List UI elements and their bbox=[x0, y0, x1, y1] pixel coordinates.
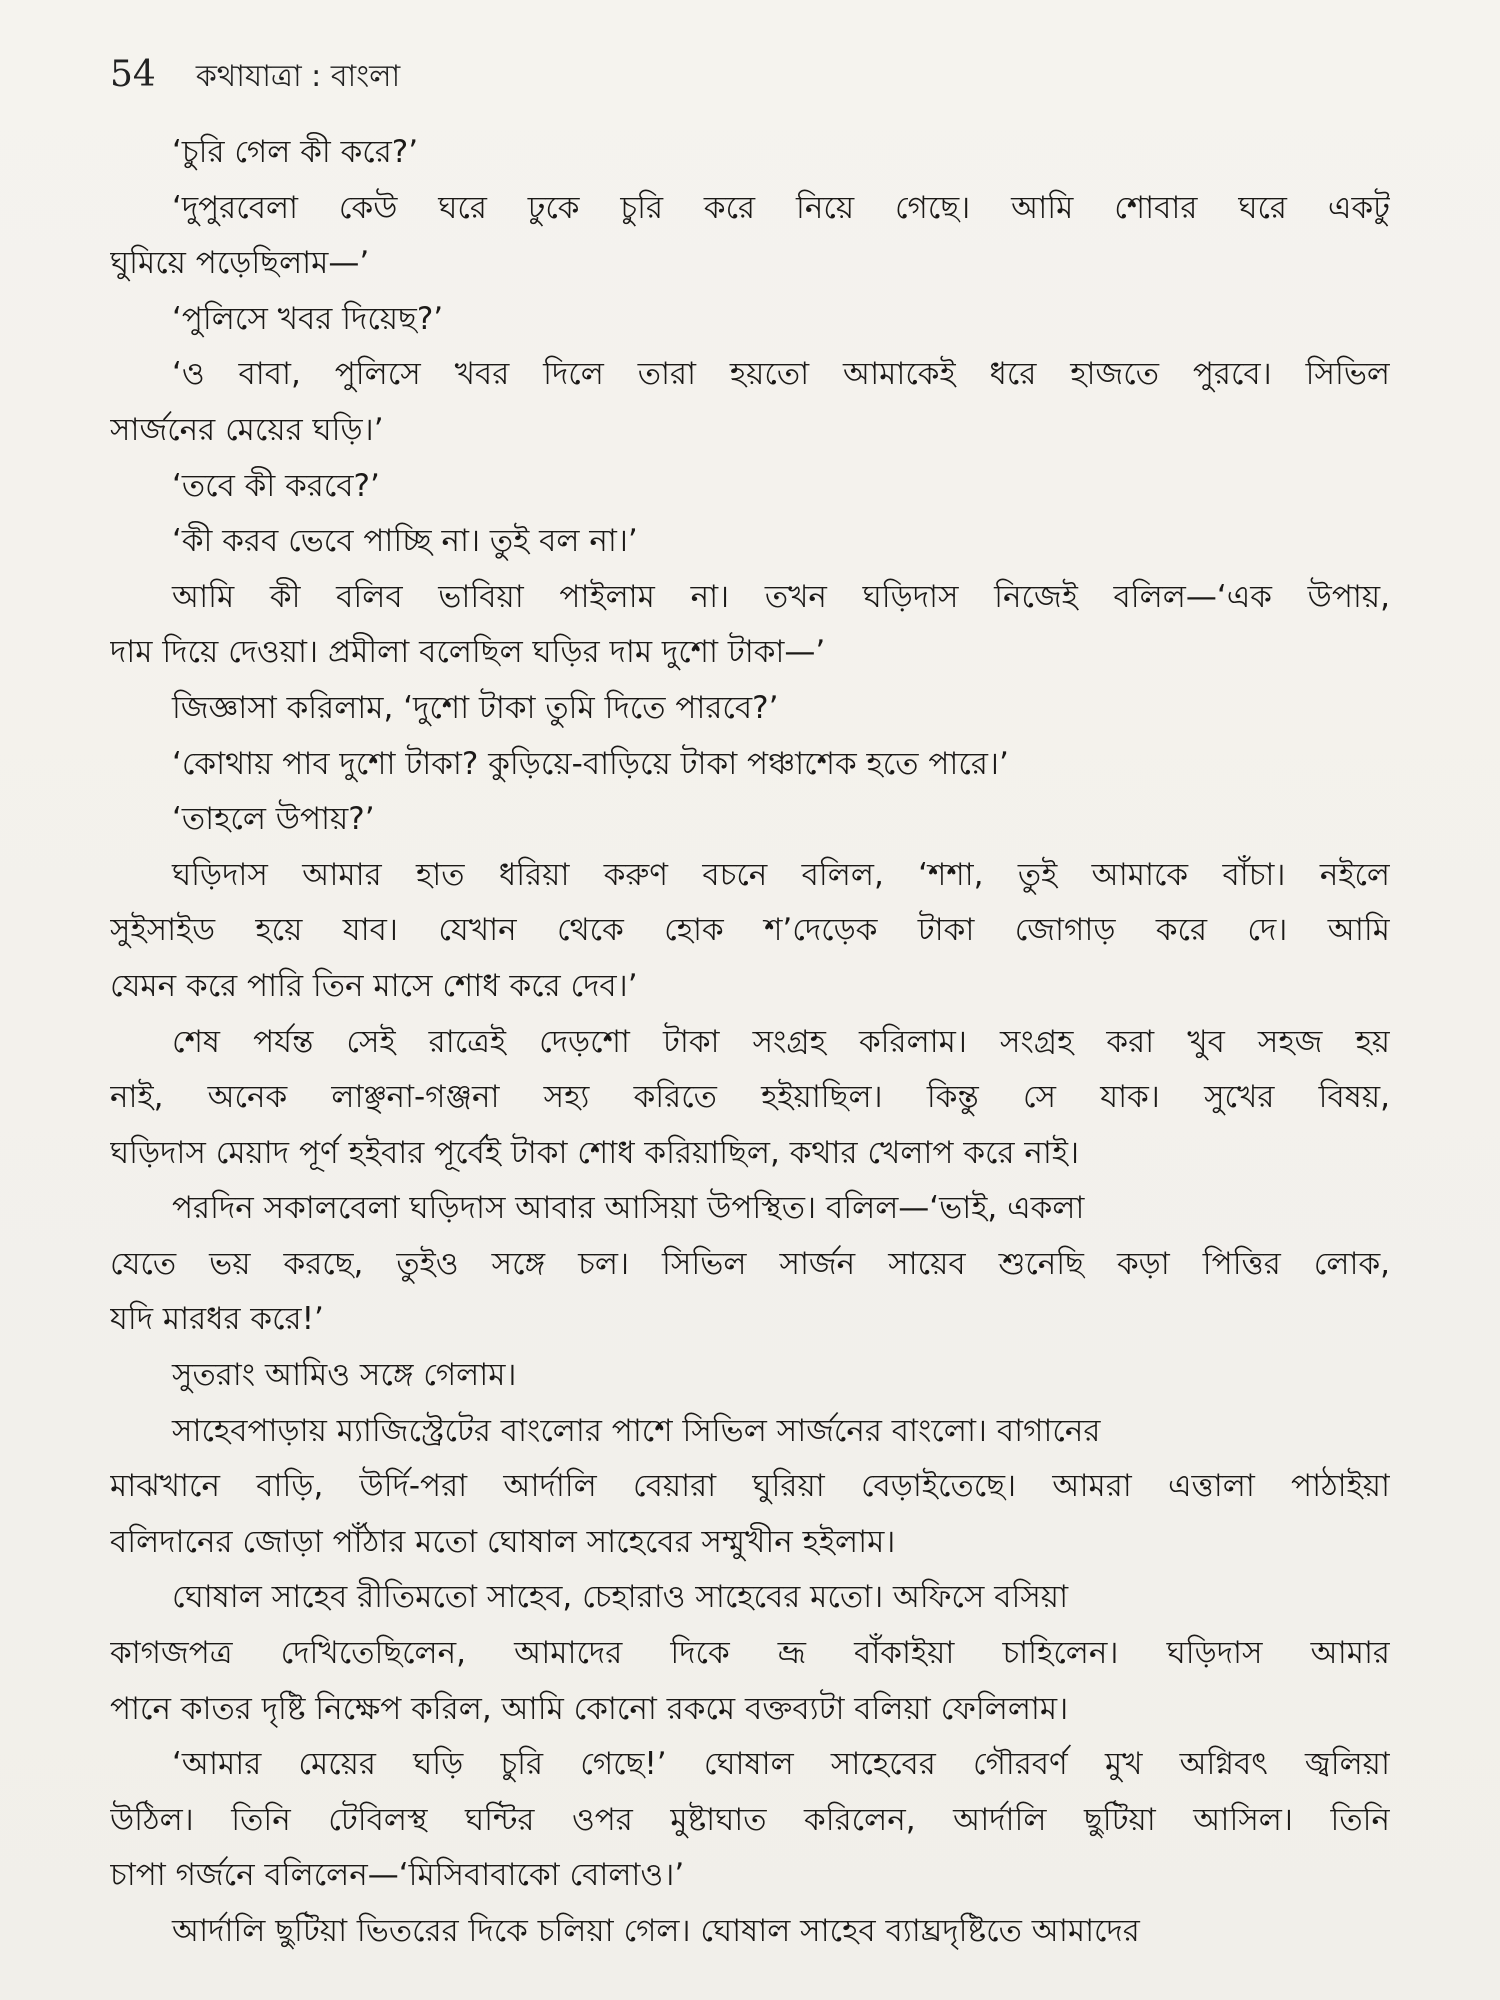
text-line: ‘কী করব ভেবে পাচ্ছি না। তুই বল না।’ bbox=[172, 523, 638, 560]
text-line: ‘দুপুরবেলা কেউ ঘরে ঢুকে চুরি করে নিয়ে গেছে। আমি শোবার ঘরে একটু bbox=[172, 189, 1390, 226]
text-line: চাপা গর্জনে বলিলেন—‘মিসিবাবাকো বোলাও।’ bbox=[110, 1857, 685, 1894]
text-line: ‘আমার মেয়ের ঘড়ি চুরি গেছে!’ ঘোষাল সাহেবের গৌরবর্ণ মুখ অগ্নিবৎ জ্বলিয়া bbox=[172, 1746, 1390, 1783]
text-line: ‘কোথায় পাব দুশো টাকা? কুড়িয়ে-বাড়িয়ে টাকা পঞ্চাশেক হতে পারে।’ bbox=[172, 745, 1009, 782]
text-line: ‘তাহলে উপায়?’ bbox=[172, 801, 375, 838]
text-line: জিজ্ঞাসা করিলাম, ‘দুশো টাকা তুমি দিতে পারবে?’ bbox=[172, 689, 779, 726]
text-line: উঠিল। তিনি টেবিলস্থ ঘন্টির ওপর মুষ্টাঘাত করিলেন, আর্দালি ছুটিয়া আসিল। তিনি bbox=[110, 1801, 1390, 1838]
text-line: যেমন করে পারি তিন মাসে শোধ করে দেব।’ bbox=[110, 967, 638, 1004]
text-line: সাহেবপাড়ায় ম্যাজিস্ট্রেটের বাংলোর পাশে সিভিল সার্জনের বাংলো। বাগানের bbox=[172, 1412, 1101, 1449]
text-line: সুতরাং আমিও সঙ্গে গেলাম। bbox=[172, 1357, 517, 1394]
text-line: মাঝখানে বাড়ি, উর্দি-পরা আর্দালি বেয়ারা ঘুরিয়া বেড়াইতেছে। আমরা এত্তালা পাঠাইয়া bbox=[110, 1468, 1390, 1505]
text-line: ঘুমিয়ে পড়েছিলাম—’ bbox=[110, 245, 370, 282]
text-line: সুইসাইড হয়ে যাব। যেখান থেকে হোক শ’দেড়েক টাকা জোগাড় করে দে। আমি bbox=[110, 912, 1390, 949]
text-line: আর্দালি ছুটিয়া ভিতরের দিকে চলিয়া গেল। ঘোষাল সাহেব ব্যাঘ্রদৃষ্টিতে আমাদের bbox=[172, 1913, 1140, 1949]
text-line: ঘোষাল সাহেব রীতিমতো সাহেব, চেহারাও সাহেবের মতো। অফিসে বসিয়া bbox=[172, 1579, 1069, 1616]
text-line: ‘পুলিসে খবর দিয়েছ?’ bbox=[172, 300, 444, 337]
text-line: শেষ পর্যন্ত সেই রাত্রেই দেড়শো টাকা সংগ্রহ করিলাম। সংগ্রহ করা খুব সহজ হয় bbox=[172, 1023, 1390, 1060]
text-line: বলিদানের জোড়া পাঁঠার মতো ঘোষাল সাহেবের সম্মুখীন হইলাম। bbox=[110, 1523, 896, 1560]
text-line: দাম দিয়ে দেওয়া। প্রমীলা বলেছিল ঘড়ির দাম দুশো টাকা—’ bbox=[110, 634, 826, 671]
running-head bbox=[110, 52, 400, 103]
page-number: 54 bbox=[110, 54, 156, 95]
text-line: যদি মারধর করে!’ bbox=[110, 1301, 324, 1338]
text-line: ‘চুরি গেল কী করে?’ bbox=[172, 134, 419, 170]
text-line: পরদিন সকালবেলা ঘড়িদাস আবার আসিয়া উপস্থিত। বলিল—‘ভাই, একলা bbox=[172, 1190, 1085, 1227]
text-line: ঘড়িদাস মেয়াদ পূর্ণ হইবার পূর্বেই টাকা শোধ করিয়াছিল, কথার খেলাপ করে নাই। bbox=[110, 1134, 1080, 1171]
body-text bbox=[110, 125, 1390, 1960]
text-line: ‘ও বাবা, পুলিসে খবর দিলে তারা হয়তো আমাকেই ধরে হাজতে পুরবে। সিভিল bbox=[172, 356, 1390, 393]
book-title: কথাযাত্রা : বাংলা bbox=[195, 59, 401, 94]
text-line: পানে কাতর দৃষ্টি নিক্ষেপ করিল, আমি কোনো রকমে বক্তব্যটা বলিয়া ফেলিলাম। bbox=[110, 1690, 1069, 1727]
text-line: যেতে ভয় করছে, তুইও সঙ্গে চল। সিভিল সার্জন সায়েব শুনেছি কড়া পিত্তির লোক, bbox=[110, 1245, 1390, 1282]
text-line: কাগজপত্র দেখিতেছিলেন, আমাদের দিকে ভ্রূ বাঁকাইয়া চাহিলেন। ঘড়িদাস আমার bbox=[110, 1635, 1390, 1672]
text-line: আমি কী বলিব ভাবিয়া পাইলাম না। তখন ঘড়িদাস নিজেই বলিল—‘এক উপায়, bbox=[172, 578, 1390, 615]
text-line: ঘড়িদাস আমার হাত ধরিয়া করুণ বচনে বলিল, ‘শশা, তুই আমাকে বাঁচা। নইলে bbox=[172, 856, 1390, 893]
text-line: নাই, অনেক লাঞ্ছনা-গঞ্জনা সহ্য করিতে হইয়াছিল। কিন্তু সে যাক। সুখের বিষয়, bbox=[110, 1079, 1390, 1116]
text-line: ‘তবে কী করবে?’ bbox=[172, 467, 380, 504]
text-line: সার্জনের মেয়ের ঘড়ি।’ bbox=[110, 411, 384, 448]
